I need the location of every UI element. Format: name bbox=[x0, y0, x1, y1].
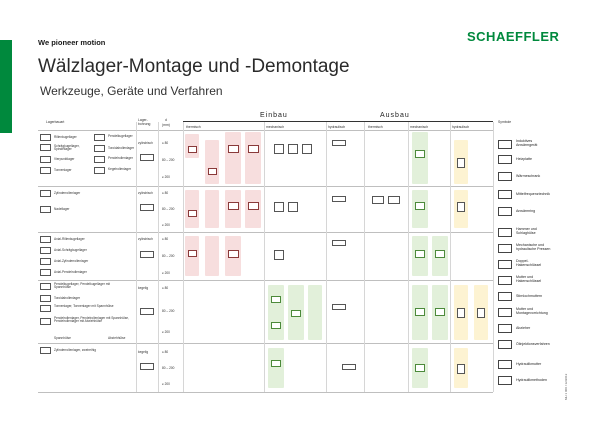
legend-label: Mutter und Hakenschlüssel bbox=[516, 275, 542, 283]
bearing-label: Axial-Zylinderrollenlager bbox=[54, 259, 89, 263]
legend-label: Stirnlochmuttern bbox=[516, 294, 543, 298]
bearing-label: Schrägkugellager, Spindellager bbox=[54, 144, 80, 152]
legend-label: Hydraulikmutter bbox=[516, 362, 542, 366]
size-range: 80 – 200 bbox=[162, 207, 175, 211]
legend-label: Induktives Anwärmgerät bbox=[516, 139, 538, 147]
legend-label: Mutter und Montagevorrichtung bbox=[516, 307, 548, 315]
bore-type: zylindrisch bbox=[138, 141, 153, 145]
bearing-label: Pendelkugellager bbox=[108, 134, 133, 138]
bearing-label: Pendelrollenlager, Pendelrollenlager mit Spannhülse, Pendelrollenlager mit Abziehhülse bbox=[54, 316, 129, 324]
bearing-label: Spannhülse bbox=[54, 336, 71, 340]
legend-label: Wärmeschrank bbox=[516, 174, 541, 178]
size-range: ≥ 200 bbox=[162, 330, 170, 334]
bearing-label: Tonnenlager, Tonnenlager mit Spannhülse bbox=[54, 304, 114, 308]
bearing-label: Vierpunktlager bbox=[54, 157, 75, 161]
legend-label: Mittelfrequenztechnik bbox=[516, 192, 550, 196]
bearing-label: Axial-Schrägkugellager bbox=[54, 248, 87, 252]
bore-type: zylindrisch bbox=[138, 237, 153, 241]
bearing-label: Nadellager bbox=[54, 207, 70, 211]
bearing-label: Axial-Rillenkugellager bbox=[54, 237, 85, 241]
bearing-label: Pendelrollenlager bbox=[108, 156, 133, 160]
col-head-d: d bbox=[165, 118, 167, 122]
einbau-heading: Einbau bbox=[260, 112, 288, 119]
einbau-thermisch: thermisch bbox=[186, 125, 201, 129]
bore-type: zylindrisch bbox=[138, 191, 153, 195]
bearing-label: Kegelrollenlager bbox=[108, 167, 132, 171]
bearing-label: Rillenkugellager bbox=[54, 135, 77, 139]
brand-accent-bar bbox=[0, 40, 12, 133]
size-range: ≥ 200 bbox=[162, 223, 170, 227]
legend-label: Anwärmring bbox=[516, 209, 536, 213]
einbau-mechanisch: mechanisch bbox=[266, 125, 285, 129]
bearing-label: Zylinderrollenlager bbox=[54, 191, 81, 195]
size-range: ≥ 200 bbox=[162, 382, 170, 386]
bearing-label: Axial-Pendelrollenlager bbox=[54, 270, 87, 274]
col-head-lagerbohrung: Lager-bohrung bbox=[138, 118, 151, 126]
size-range: ≤ 80 bbox=[162, 286, 169, 290]
size-range: ≤ 80 bbox=[162, 350, 169, 354]
bore-type: kegelig bbox=[138, 350, 149, 354]
ausbau-hydraulisch: hydraulisch bbox=[452, 125, 470, 129]
col-head-symbole: Symbole bbox=[498, 120, 512, 124]
bearing-label: Toroidalrollenlager bbox=[108, 146, 135, 150]
col-head-lagerbauart: Lagerbauart bbox=[46, 120, 65, 124]
mounting-method-table bbox=[38, 110, 570, 416]
einbau-hydraulisch: hydraulisch bbox=[328, 125, 346, 129]
ausbau-mechanisch: mechanisch bbox=[410, 125, 429, 129]
legend-label: Ölinjektionsverfahren bbox=[516, 342, 550, 346]
size-range: ≤ 80 bbox=[162, 237, 169, 241]
page-subtitle: Werkzeuge, Geräte und Verfahren bbox=[40, 84, 223, 98]
size-range: 80 – 200 bbox=[162, 309, 175, 313]
legend-label: Abzieher bbox=[516, 326, 531, 330]
legend-label: Heizplatte bbox=[516, 157, 532, 161]
legend-label: Doppel-Hakenschlüssel bbox=[516, 259, 542, 267]
size-range: ≥ 200 bbox=[162, 175, 170, 179]
legend-label: Hammer und Schlaghülse bbox=[516, 227, 537, 235]
slogan: We pioneer motion bbox=[38, 38, 106, 47]
ausbau-thermisch: thermisch bbox=[368, 125, 383, 129]
size-range: 80 – 200 bbox=[162, 158, 175, 162]
size-range: ≥ 200 bbox=[162, 271, 170, 275]
bearing-label: Abziehhülse bbox=[108, 336, 126, 340]
bearing-label: Tonnenlager bbox=[54, 168, 72, 172]
document-code: MH 1 000 / 12/2013 bbox=[564, 373, 568, 400]
ausbau-heading: Ausbau bbox=[380, 112, 410, 119]
col-head-unit: (mm) bbox=[162, 123, 170, 127]
size-range: 80 – 200 bbox=[162, 366, 175, 370]
size-range: 80 – 200 bbox=[162, 254, 175, 258]
bearing-label: Pendelkugellager, Pendelkugellager mit Spannhülse bbox=[54, 282, 110, 290]
bore-type: kegelig bbox=[138, 286, 149, 290]
bearing-label: Toroidalrollenlager bbox=[54, 296, 81, 300]
legend-label: Hydraulikmethoden bbox=[516, 378, 547, 382]
brand-logo: SCHAEFFLER bbox=[467, 29, 560, 44]
size-range: ≤ 80 bbox=[162, 191, 169, 195]
bearing-label: Zylinderrollenlager, zweireihig bbox=[54, 348, 96, 352]
legend-label: Mechanische und hydraulische Pressen bbox=[516, 243, 551, 251]
size-range: ≤ 80 bbox=[162, 141, 169, 145]
page-title: Wälzlager-Montage und -Demontage bbox=[38, 56, 350, 77]
